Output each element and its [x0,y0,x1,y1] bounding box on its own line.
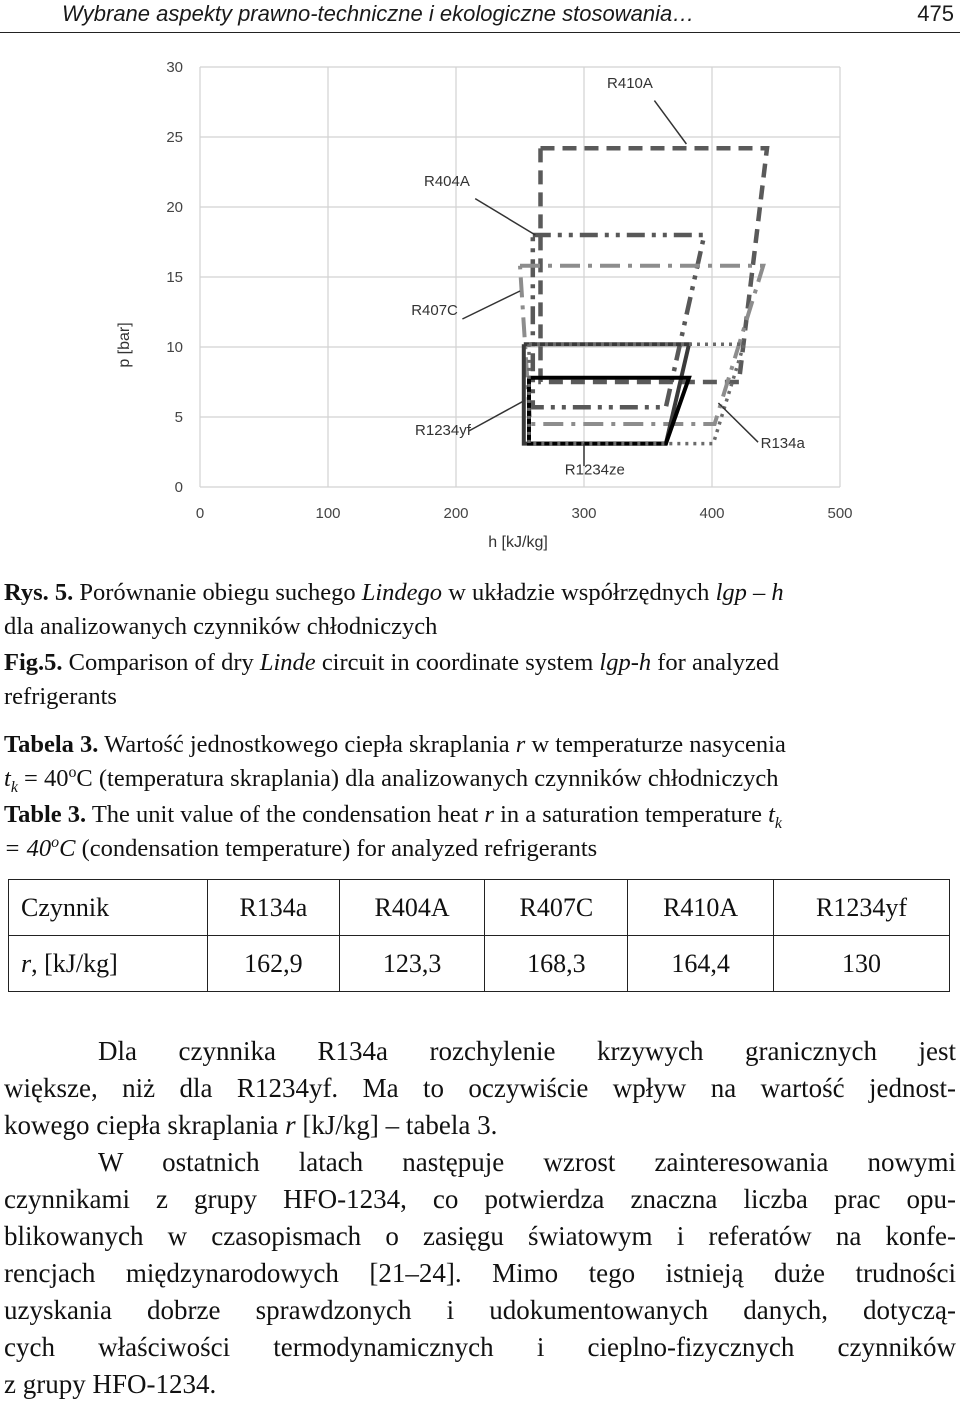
row-label-unit: , [kJ/kg] [31,948,118,978]
x-tick-label: 200 [443,505,469,522]
series-line-r1234yf [524,344,689,443]
callout-label-r134a: R134a [760,434,805,452]
table-cell: 123,3 [339,936,485,992]
table-row-label [9,936,208,992]
chart-grid [200,67,840,487]
table-header-cell: R404A [339,880,485,936]
body-text [4,1033,956,1403]
caption-text: = 40 [17,765,69,792]
x-tick-label: 0 [195,505,205,522]
figure-caption-pl [4,576,954,644]
caption-italic: Linde [259,649,316,676]
degree-sign: o [68,763,77,781]
y-axis-label: p [bar] [116,322,133,368]
y-tick-label: 20 [166,199,183,216]
symbol-t: t [768,801,775,828]
callout-leader [469,400,525,431]
callout-label-r1234yf: R1234yf [415,422,471,440]
caption-text: circuit in coordinate system [315,649,600,676]
caption-text: in a saturation temperature [493,801,769,828]
callout-leader [462,291,520,319]
callout-leader [718,403,758,442]
caption-italic: lgp-h [599,649,652,676]
caption-italic: r [515,731,526,758]
paragraph-text: [kJ/kg] – tabela 3. [295,1110,498,1140]
table-label-pl: Tabela 3. [4,731,99,758]
y-tick-label: 15 [166,269,183,286]
caption-text: for analyzed [651,649,779,676]
callout-label-r407c: R407C [411,301,458,319]
table-cell: 168,3 [485,936,628,992]
table-header-cell: Czynnik [9,880,208,936]
x-tick-label: 100 [315,505,341,522]
table-header-row [9,880,950,936]
caption-italic: C [59,835,76,862]
symbol-r: r [21,948,32,978]
caption-text: w temperaturze nasycenia [525,731,786,758]
caption-italic: Lindego [361,579,443,606]
y-tick-label: 0 [174,479,183,496]
table-header-cell: R407C [485,880,628,936]
figure-label-pl: Rys. 5. [4,579,74,606]
subscript-k: k [774,814,782,832]
paragraph-line: rencjach międzynarodowych [21–24]. Mimo tego istnieją duże trudności [4,1258,956,1288]
paragraph-line: W ostatnich latach następuje wzrost zainteresowania nowymi [98,1147,956,1177]
callout-label-r410a: R410A [607,75,653,92]
callout-leader [475,199,535,235]
paragraph-line: Dla czynnika R134a rozchylenie krzywych granicznych jest [98,1036,956,1066]
caption-text: (condensation temperature) for analyzed refrigerants [75,835,598,862]
table-caption-en [4,798,954,866]
caption-text: The unit value of the condensation heat [86,801,485,828]
degree-sign: o [51,833,60,851]
y-tick-label: 25 [166,129,183,146]
subscript-k: k [10,778,18,796]
caption-italic: r [484,801,494,828]
table-header-cell: R1234yf [773,880,949,936]
lgp-h-chart [0,40,900,565]
paragraph-line: czynnikami z grupy HFO-1234, co potwierdza znaczna liczba prac opu- [4,1184,956,1214]
symbol-r: r [285,1110,296,1140]
paragraph-line: blikowanych w czasopismach o zasięgu światowym i referatów na konfe- [4,1221,956,1251]
caption-text: C (temperatura skraplania) dla analizowanych czynników chłodniczych [76,765,779,792]
callout-label-r404a: R404A [424,173,470,190]
page-number: 475 [917,1,954,26]
caption-text: w układzie współrzędnych [442,579,716,606]
table-label-en: Table 3. [4,801,87,828]
caption-text: dla analizowanych czynników chłodniczych [4,613,438,640]
y-tick-label: 5 [174,409,183,426]
paragraph-line: większe, niż dla R1234yf. Ma to oczywiście wpływ na wartość jednost- [4,1073,956,1103]
refrigerant-table [8,879,950,992]
table-header-cell: R410A [628,880,774,936]
x-axis-label: h [kJ/kg] [488,534,548,551]
figure-label-en: Fig.5. [4,649,63,676]
running-header [0,0,960,33]
series-line-r1234ze [529,378,689,444]
y-tick-labels [166,59,183,496]
y-tick-label: 30 [166,59,183,76]
figure-caption-en [4,646,954,714]
caption-text: refrigerants [4,683,117,710]
table-row [9,936,950,992]
caption-text: Porównanie obiegu suchego [73,579,362,606]
x-tick-label: 300 [571,505,597,522]
symbol-t: t [4,765,11,792]
paragraph-line: z grupy HFO-1234. [4,1369,217,1399]
x-tick-label: 500 [827,505,853,522]
paragraph-line [4,1107,956,1144]
table-cell: 162,9 [208,936,340,992]
caption-text: Wartość jednostkowego ciepła skraplania [98,731,516,758]
caption-text: Comparison of dry [62,649,260,676]
table-caption-pl [4,728,954,796]
chart-series [520,148,767,443]
running-title: Wybrane aspekty prawno-techniczne i ekologiczne stosowania… [62,1,695,26]
y-tick-label: 10 [166,339,183,356]
caption-italic: = 40 [4,835,52,862]
caption-italic: lgp – h [715,579,784,606]
x-tick-labels [196,505,853,522]
table-cell: 164,4 [628,936,774,992]
table-cell: 130 [773,936,949,992]
callout-label-r1234ze: R1234ze [564,461,625,479]
paragraph-line: cych właściwości termodynamicznych i cieplno-fizycznych czynników [4,1332,956,1362]
x-tick-label: 400 [699,505,725,522]
table-header-cell: R134a [208,880,340,936]
paragraph-text: kowego ciepła skraplania [4,1110,286,1140]
paragraph-line: uzyskania dobrze sprawdzonych i udokumentowanych danych, dotyczą- [4,1295,956,1325]
